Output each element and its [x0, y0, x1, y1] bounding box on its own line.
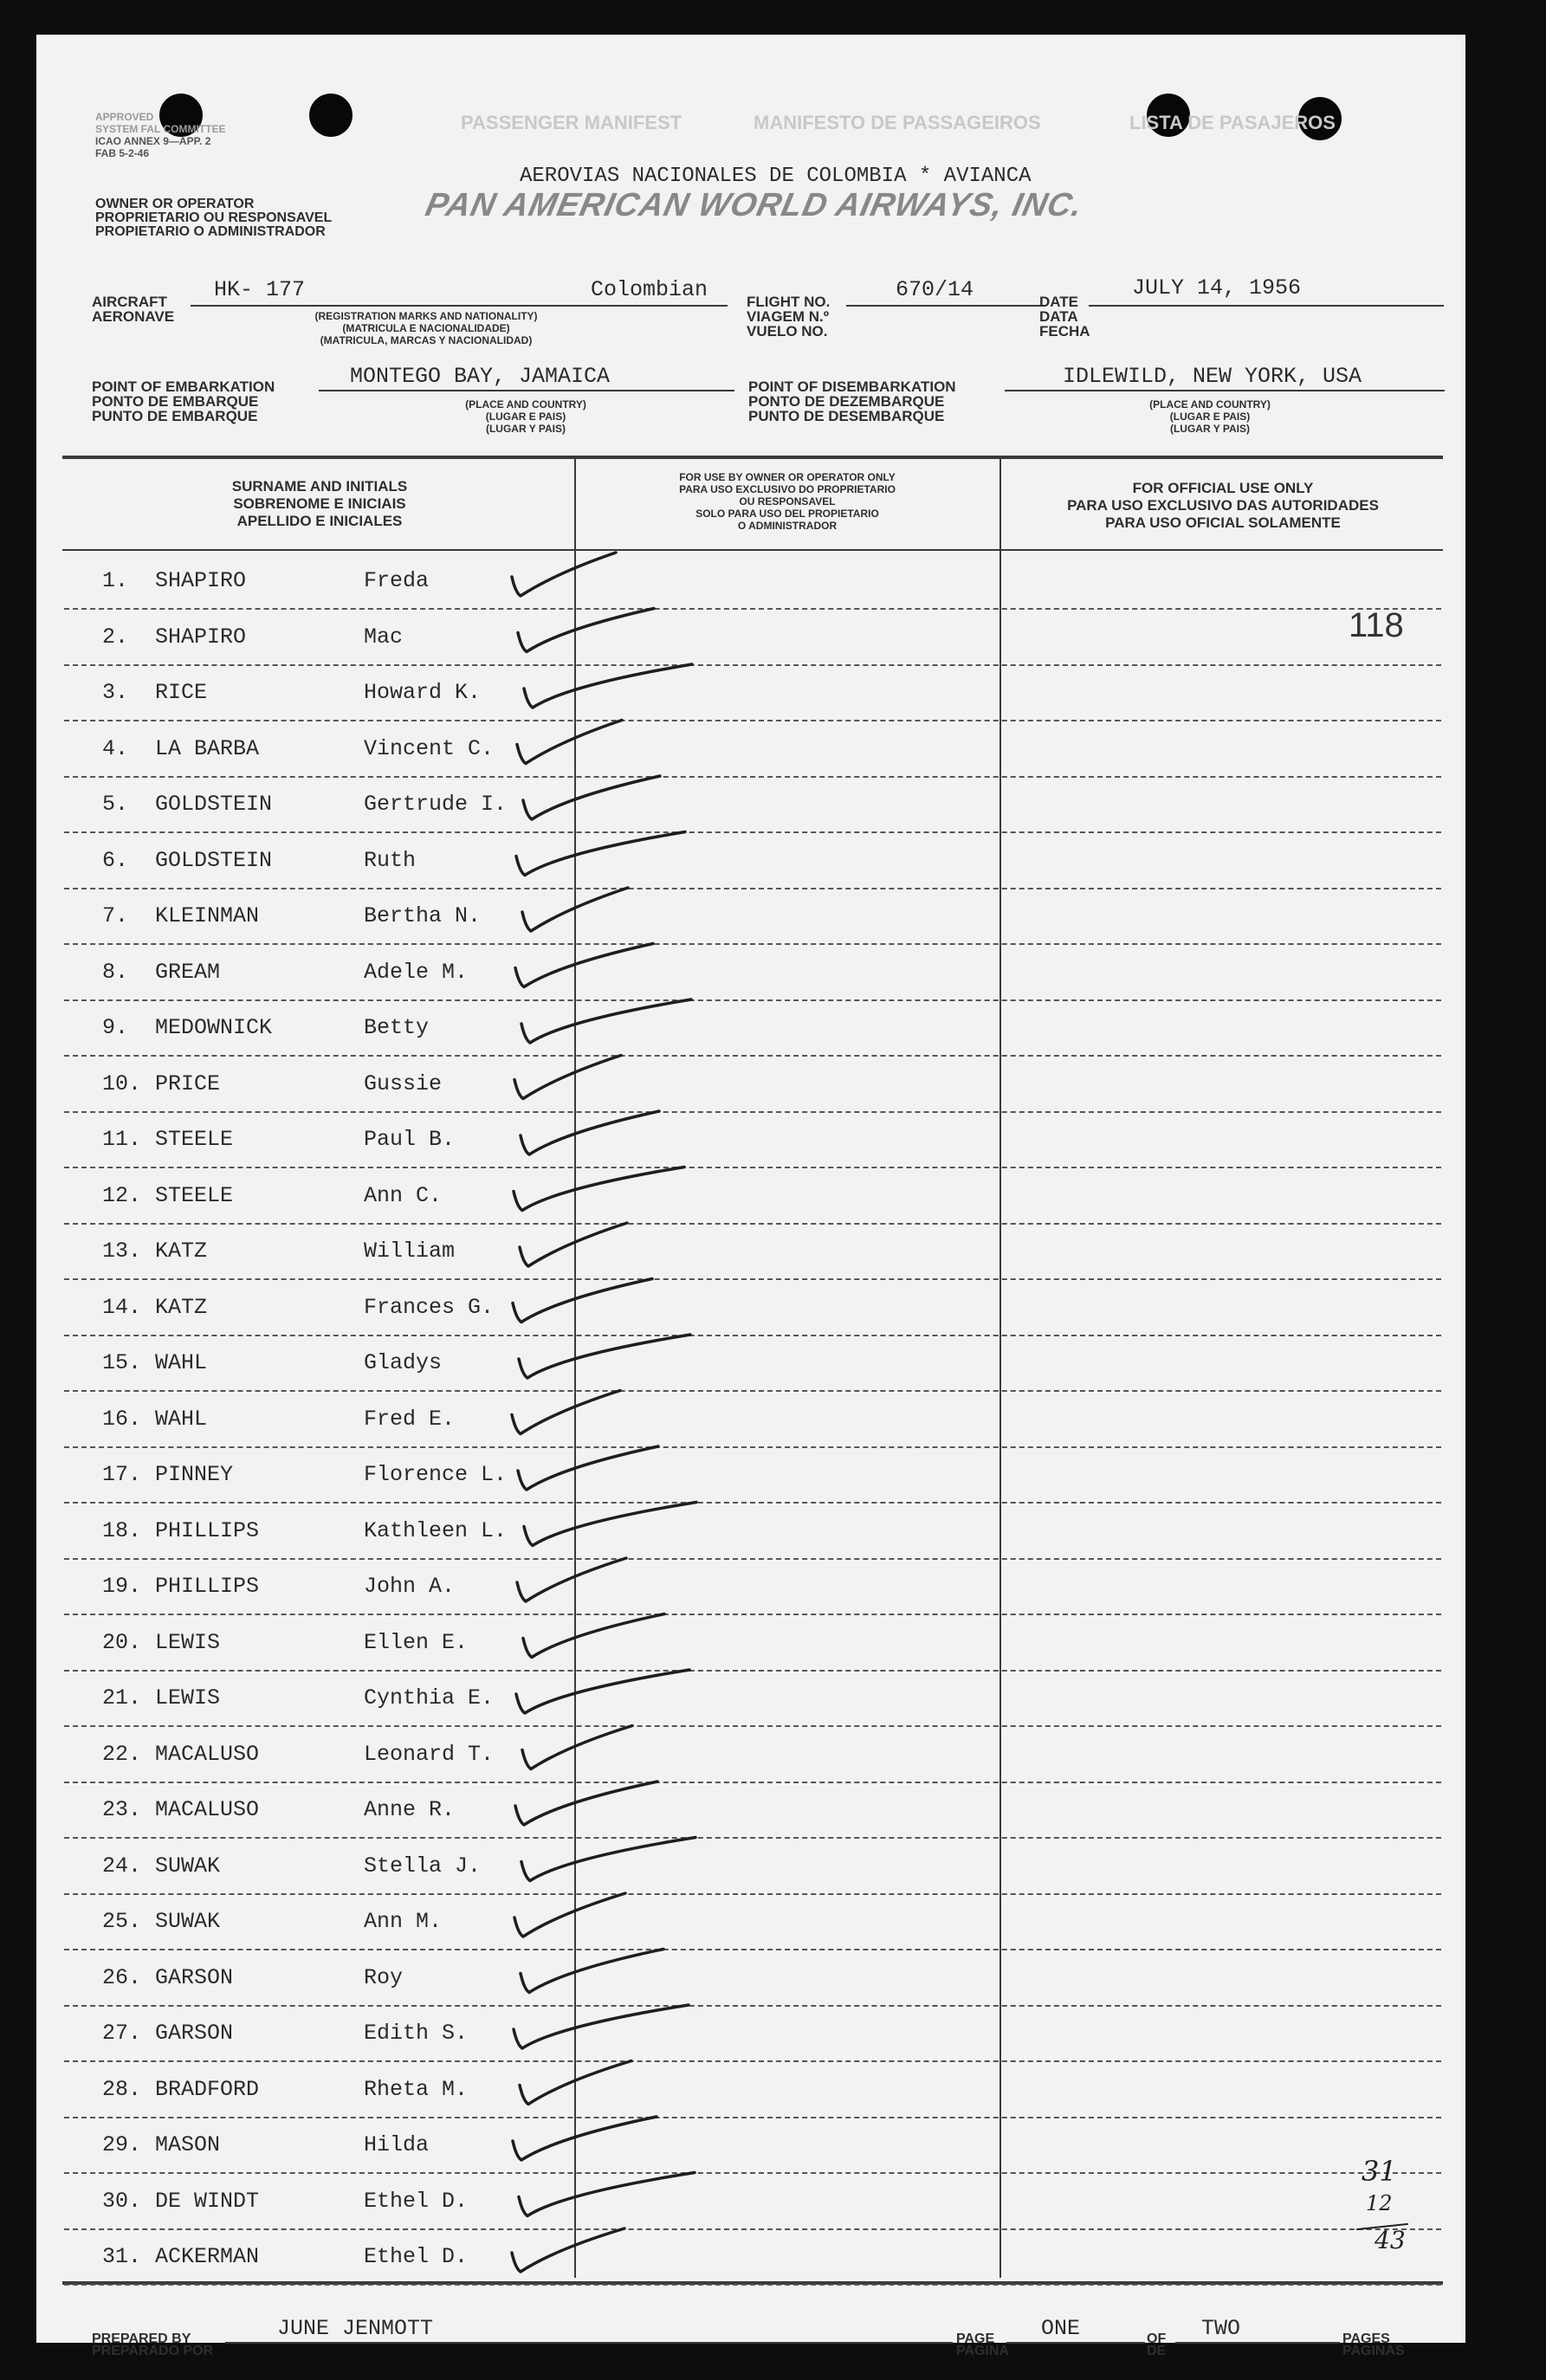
check-mark	[516, 1670, 689, 1713]
check-mark	[514, 2005, 689, 2048]
check-mark	[519, 2173, 695, 2216]
row-number: 3.	[102, 680, 129, 705]
row-number: 1.	[102, 568, 129, 593]
operator-printed: PAN AMERICAN WORLD AIRWAYS, INC.	[422, 187, 1087, 223]
owner-label-line: PROPRIETARIO OU RESPONSAVEL	[95, 210, 333, 225]
passenger-given-name: Bertha N.	[364, 903, 482, 928]
passenger-surname: KATZ	[155, 1239, 208, 1264]
operator-typed: AEROVIAS NACIONALES DE COLOMBIA * AVIANCA	[520, 165, 1032, 188]
row-number: 6.	[102, 847, 129, 873]
check-mark	[513, 1279, 652, 1323]
passenger-surname: MACALUSO	[155, 1741, 260, 1767]
check-mark	[516, 832, 685, 876]
check-mark	[524, 664, 692, 708]
passenger-given-name: Ethel D.	[364, 2188, 469, 2214]
official-count: 118	[1349, 606, 1404, 644]
page-label-line: PAGE	[956, 2331, 995, 2346]
passenger-surname: GARSON	[155, 2021, 234, 2046]
passenger-given-name: Frances G.	[364, 1294, 495, 1320]
flight-label-line: FLIGHT NO.	[747, 294, 831, 310]
row-number: 12.	[102, 1182, 142, 1208]
column-header-line: FOR OFFICIAL USE ONLY	[1132, 480, 1314, 496]
row-number: 5.	[102, 792, 129, 817]
owner-label-line: PROPIETARIO O ADMINISTRADOR	[95, 224, 326, 239]
check-mark	[522, 1726, 632, 1769]
passenger-given-name: Gussie	[364, 1070, 443, 1096]
row-number: 17.	[102, 1462, 142, 1487]
check-mark	[521, 1950, 663, 1993]
check-mark	[515, 1782, 657, 1825]
passenger-given-name: Cynthia E.	[364, 1685, 495, 1711]
passenger-surname: STEELE	[155, 1127, 234, 1152]
passenger-given-name: Freda	[364, 568, 430, 593]
row-number: 20.	[102, 1629, 142, 1655]
row-number: 21.	[102, 1685, 142, 1711]
disembark-label-line: PONTO DE DEZEMBARQUE	[748, 393, 945, 410]
place-label-line: (LUGAR Y PAIS)	[485, 423, 566, 435]
manifest-title-pt: MANIFESTO DE PASSAGEIROS	[754, 112, 1041, 133]
flight-label-line: VIAGEM N.º	[747, 308, 829, 325]
passenger-given-name: Stella J.	[364, 1853, 482, 1879]
column-header-line: FOR USE BY OWNER OR OPERATOR ONLY	[679, 471, 896, 483]
tally-mid: 12	[1366, 2191, 1393, 2215]
row-number: 10.	[102, 1070, 142, 1096]
manifest-sheet	[36, 35, 1465, 2358]
column-header-line: SOBRENOME E INICIAIS	[233, 495, 406, 512]
embark-value: MONTEGO BAY, JAMAICA	[350, 364, 611, 389]
place-label-line: (LUGAR E PAIS)	[1169, 411, 1251, 423]
passenger-given-name: Vincent C.	[364, 735, 495, 761]
passenger-surname: RICE	[155, 680, 208, 705]
passenger-surname: PHILLIPS	[155, 1574, 260, 1599]
check-mark	[523, 1614, 664, 1658]
pages-label	[1342, 2333, 1405, 2357]
check-mark	[518, 1446, 658, 1490]
embark-label-line: POINT OF EMBARKATION	[92, 378, 275, 395]
page-value: ONE	[1041, 2316, 1081, 2341]
row-number: 13.	[102, 1239, 142, 1264]
approval-line: APPROVED	[95, 111, 154, 123]
row-number: 22.	[102, 1741, 142, 1767]
passenger-given-name: Ann C.	[364, 1182, 443, 1208]
passenger-surname: STEELE	[155, 1182, 234, 1208]
passenger-surname: MACALUSO	[155, 1797, 260, 1822]
passenger-surname: LEWIS	[155, 1685, 221, 1711]
passenger-surname: LA BARBA	[155, 735, 260, 761]
check-mark	[520, 2061, 631, 2105]
check-mark	[512, 1391, 620, 1434]
passenger-surname: KATZ	[155, 1294, 208, 1320]
row-number: 11.	[102, 1127, 142, 1152]
row-number: 25.	[102, 1909, 142, 1934]
of-label-line: DE	[1147, 2344, 1167, 2358]
flight-label-line: VUELO NO.	[747, 323, 828, 340]
tally-bottom: 43	[1375, 2226, 1406, 2254]
embark-label-line: PUNTO DE EMBARQUE	[92, 408, 258, 424]
passenger-surname: PINNEY	[155, 1462, 234, 1487]
passenger-given-name: Gladys	[364, 1350, 443, 1375]
row-number: 9.	[102, 1015, 129, 1040]
passenger-given-name: Hilda	[364, 2132, 430, 2157]
passenger-given-name: Gertrude I.	[364, 792, 508, 817]
aircraft-value: HK- 177	[214, 277, 306, 302]
approval-line: FAB 5-2-46	[95, 147, 150, 159]
column-header-line: PARA USO EXCLUSIVO DO PROPRIETARIO	[679, 483, 896, 495]
check-mark	[514, 1167, 684, 1211]
registration-label-line: (MATRICULA E NACIONALIDADE)	[342, 322, 510, 334]
check-mark	[513, 2117, 657, 2160]
of-label	[1147, 2333, 1166, 2357]
row-number: 27.	[102, 2021, 142, 2046]
passenger-given-name: Paul B.	[364, 1127, 456, 1152]
check-mark	[521, 999, 691, 1043]
date-label-line: FECHA	[1039, 323, 1090, 340]
row-number: 31.	[102, 2244, 142, 2269]
date-label-line: DATE	[1039, 294, 1079, 310]
registration-label-line: (REGISTRATION MARKS AND NATIONALITY)	[314, 310, 538, 322]
check-mark	[519, 1335, 690, 1378]
place-label-line: (PLACE AND COUNTRY)	[465, 398, 586, 411]
check-mark	[523, 776, 660, 819]
passenger-given-name: Fred E.	[364, 1406, 456, 1432]
passenger-surname: MEDOWNICK	[155, 1015, 273, 1040]
nationality-value: Colombian	[591, 277, 708, 302]
tally-top: 31	[1362, 2155, 1397, 2188]
passenger-surname: PRICE	[155, 1070, 221, 1096]
manifest-title-en: PASSENGER MANIFEST	[461, 112, 682, 133]
owner-label-line: OWNER OR OPERATOR	[95, 197, 255, 211]
flight-value: 670/14	[896, 277, 974, 302]
row-number: 7.	[102, 903, 129, 928]
row-number: 15.	[102, 1350, 142, 1375]
column-header-line: OU RESPONSAVEL	[739, 495, 836, 508]
pages-label-line: PAGES	[1342, 2331, 1390, 2346]
passenger-given-name: John A.	[364, 1574, 456, 1599]
registration-label-line: (MATRICULA, MARCAS Y NACIONALIDAD)	[320, 334, 533, 346]
passenger-surname: PHILLIPS	[155, 1517, 260, 1543]
approval-line: ICAO ANNEX 9—APP. 2	[95, 135, 211, 147]
check-mark	[520, 1223, 627, 1266]
row-number: 30.	[102, 2188, 142, 2214]
disembark-label-line: POINT OF DISEMBARKATION	[748, 378, 956, 395]
row-number: 28.	[102, 2076, 142, 2102]
aircraft-label-line: AERONAVE	[92, 308, 175, 325]
passenger-given-name: Kathleen L.	[364, 1517, 508, 1543]
passenger-given-name: Howard K.	[364, 680, 482, 705]
page-label-line: PAGINA	[956, 2344, 1010, 2358]
check-mark	[521, 1838, 695, 1881]
passenger-surname: WAHL	[155, 1350, 208, 1375]
passenger-surname: ACKERMAN	[155, 2244, 260, 2269]
approval-line: SYSTEM FAL COMMITTEE	[95, 123, 226, 135]
passenger-given-name: Leonard T.	[364, 1741, 495, 1767]
aircraft-label-line: AIRCRAFT	[92, 294, 167, 310]
column-header-line: SOLO PARA USO DEL PROPIETARIO	[695, 508, 879, 520]
prepared-underline	[225, 2342, 953, 2344]
row-number: 24.	[102, 1853, 142, 1879]
prepared-label-line: PREPARED BY	[92, 2331, 191, 2346]
embark-label-line: PONTO DE EMBARQUE	[92, 393, 259, 410]
page-underline	[1006, 2342, 1145, 2344]
row-number: 26.	[102, 1964, 142, 1990]
passenger-surname: BRADFORD	[155, 2076, 260, 2102]
row-number: 2.	[102, 624, 129, 650]
of-underline	[1175, 2342, 1340, 2344]
passenger-given-name: Ethel D.	[364, 2244, 469, 2269]
passenger-surname: SHAPIRO	[155, 568, 247, 593]
check-mark	[512, 553, 616, 596]
prepared-label	[92, 2333, 213, 2357]
of-value: TWO	[1201, 2316, 1241, 2341]
check-mark	[522, 888, 628, 931]
passenger-surname: WAHL	[155, 1406, 208, 1432]
passenger-surname: SHAPIRO	[155, 624, 247, 650]
date-label-line: DATA	[1039, 308, 1078, 325]
passenger-surname: MASON	[155, 2132, 221, 2157]
check-mark	[515, 944, 653, 987]
place-label-line: (PLACE AND COUNTRY)	[1149, 398, 1271, 411]
column-header-line: PARA USO EXCLUSIVO DAS AUTORIDADES	[1067, 497, 1379, 514]
disembark-value: IDLEWILD, NEW YORK, USA	[1063, 364, 1362, 389]
check-mark	[514, 1056, 621, 1099]
column-header-line: SURNAME AND INITIALS	[231, 478, 408, 495]
passenger-surname: GREAM	[155, 959, 221, 985]
prepared-label-line: PREPARADO POR	[92, 2344, 214, 2358]
row-number: 16.	[102, 1406, 142, 1432]
passenger-given-name: Ellen E.	[364, 1629, 469, 1655]
of-label-line: OF	[1147, 2331, 1167, 2346]
check-mark	[517, 1558, 626, 1601]
passenger-surname: SUWAK	[155, 1853, 221, 1879]
passenger-surname: GARSON	[155, 1964, 234, 1990]
prepared-value: JUNE JENMOTT	[277, 2316, 434, 2341]
passenger-given-name: Roy	[364, 1964, 404, 1990]
row-number: 14.	[102, 1294, 142, 1320]
passenger-surname: GOLDSTEIN	[155, 792, 273, 817]
passenger-given-name: Florence L.	[364, 1462, 508, 1487]
row-number: 29.	[102, 2132, 142, 2157]
passenger-surname: SUWAK	[155, 1909, 221, 1934]
check-mark	[524, 1503, 696, 1546]
pages-label-line: PAGINAS	[1342, 2344, 1405, 2358]
place-label-line: (LUGAR E PAIS)	[485, 411, 566, 423]
passenger-surname: GOLDSTEIN	[155, 847, 273, 873]
column-header-line: APELLIDO E INICIALES	[236, 513, 403, 529]
passenger-surname: LEWIS	[155, 1629, 221, 1655]
passenger-given-name: Edith S.	[364, 2021, 469, 2046]
passenger-given-name: Anne R.	[364, 1797, 456, 1822]
page-label	[956, 2333, 1009, 2357]
row-number: 18.	[102, 1517, 142, 1543]
check-mark	[521, 1111, 659, 1154]
passenger-surname: KLEINMAN	[155, 903, 260, 928]
check-mark	[514, 1893, 625, 1937]
check-marks	[36, 35, 1465, 2346]
disembark-label-line: PUNTO DE DESEMBARQUE	[748, 408, 945, 424]
passenger-given-name: Betty	[364, 1015, 430, 1040]
passenger-given-name: Ann M.	[364, 1909, 443, 1934]
passenger-given-name: Ruth	[364, 847, 417, 873]
row-number: 23.	[102, 1797, 142, 1822]
row-number: 19.	[102, 1574, 142, 1599]
passenger-given-name: Adele M.	[364, 959, 469, 985]
passenger-surname: DE WINDT	[155, 2188, 260, 2214]
place-label-line: (LUGAR Y PAIS)	[1169, 423, 1250, 435]
passenger-given-name: Mac	[364, 624, 404, 650]
check-mark	[517, 721, 622, 764]
row-number: 4.	[102, 735, 129, 761]
manifest-title-es: LISTA DE PASAJEROS	[1129, 112, 1336, 133]
row-number: 8.	[102, 959, 129, 985]
column-header-line: PARA USO OFICIAL SOLAMENTE	[1105, 514, 1341, 531]
check-mark	[512, 2228, 624, 2272]
column-header-line: O ADMINISTRADOR	[737, 520, 838, 532]
date-value: JULY 14, 1956	[1132, 275, 1302, 301]
check-mark	[518, 609, 654, 652]
passenger-given-name: Rheta M.	[364, 2076, 469, 2102]
passenger-given-name: William	[364, 1239, 456, 1264]
